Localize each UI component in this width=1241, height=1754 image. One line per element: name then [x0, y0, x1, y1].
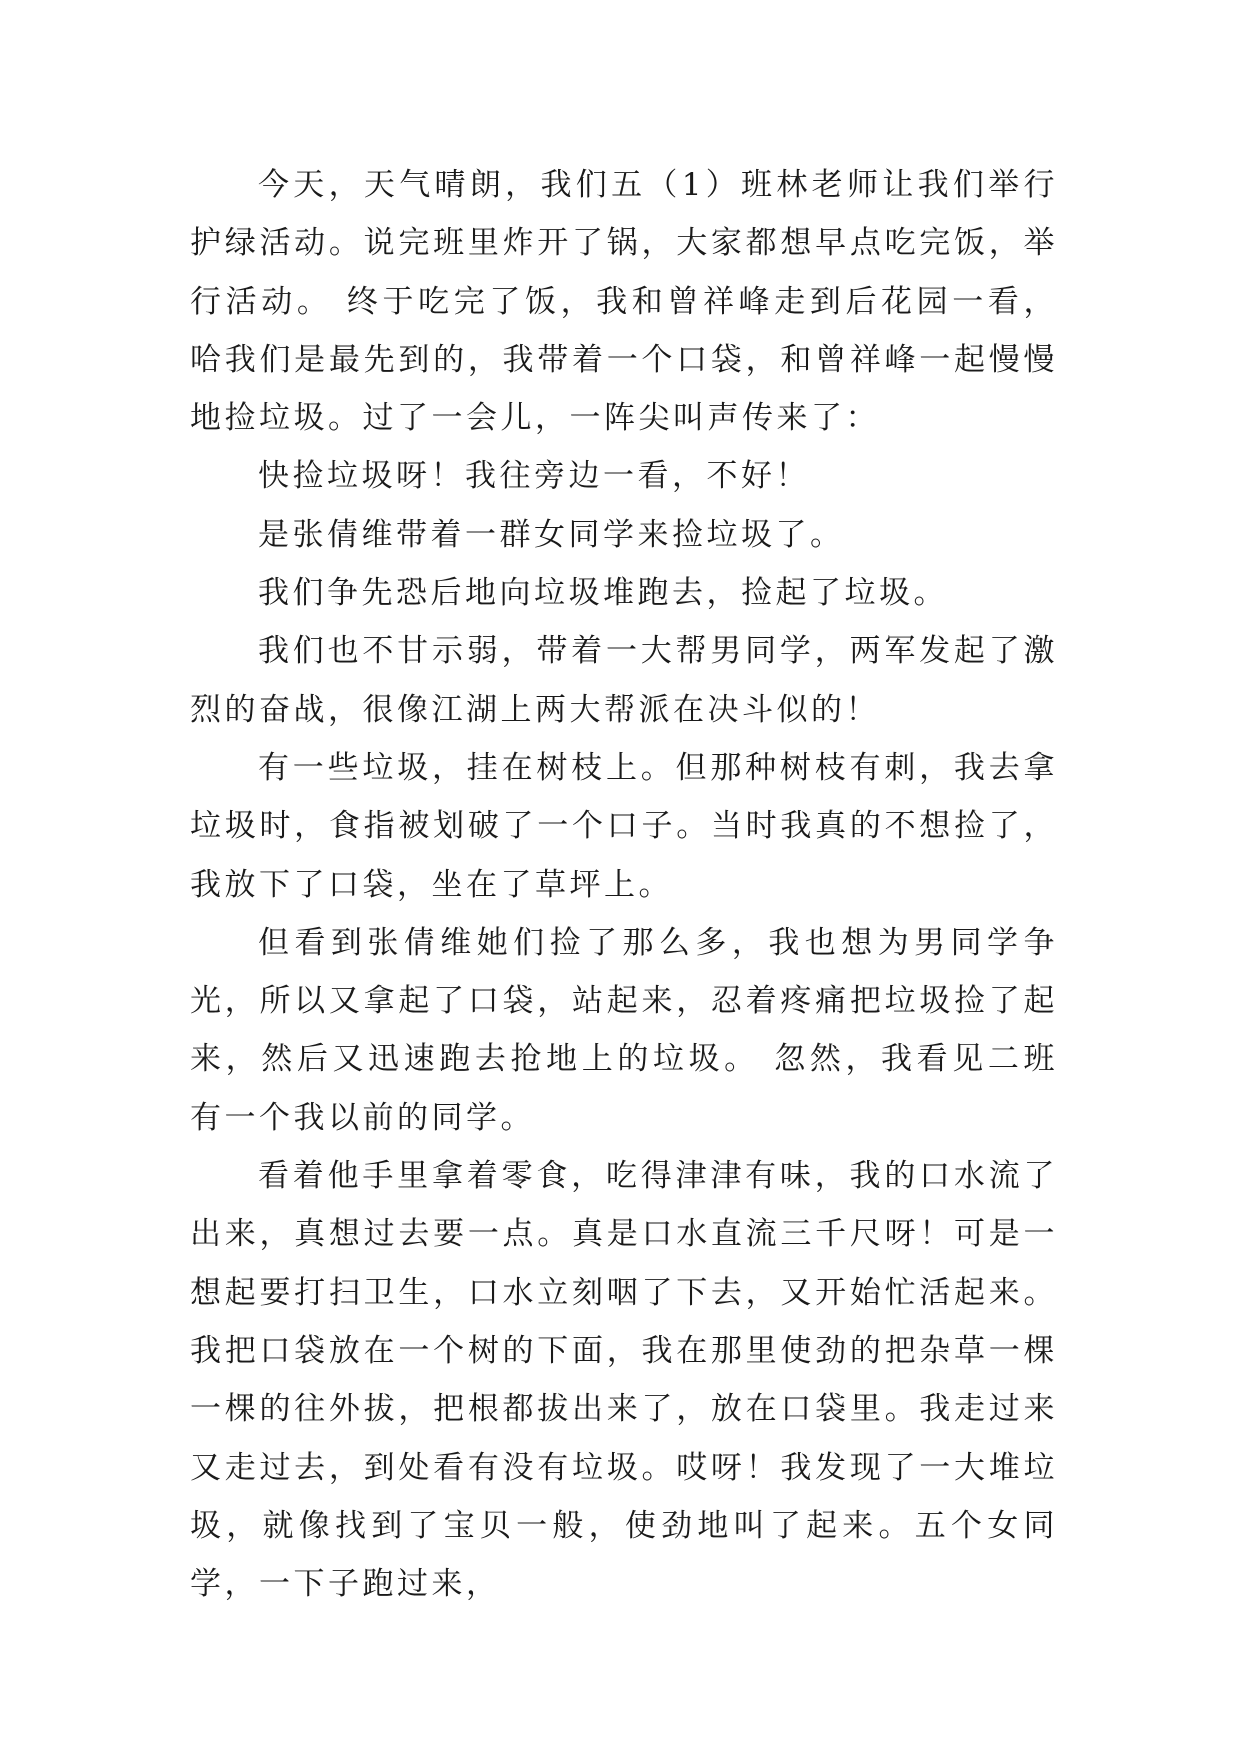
paragraph-3: 是张倩维带着一群女同学来捡垃圾了。 [258, 516, 845, 553]
paragraph-1: 今天，天气晴朗，我们五（1）班林老师让我们举行护绿活动。说完班里炸开了锅，大家都想早点吃完饭，举行活动。 终于吃完了饭，我和曾祥峰走到后花园一看，哈我们是最先到的，我带着一个口袋，和曾祥峰一起慢慢地捡垃圾。过了一会儿，一阵尖叫声传来了： [190, 167, 1058, 437]
paragraph-4: 我们争先恐后地向垃圾堆跑去，捡起了垃圾。 [258, 575, 948, 612]
paragraph-2: 快捡垃圾呀！我往旁边一看，不好！ [258, 458, 810, 495]
paragraph-6: 有一些垃圾，挂在树枝上。但那种树枝有刺，我去拿垃圾时，食指被划破了一个口子。当时我真的不想捡了，我放下了口袋，坐在了草坪上。 [190, 749, 1058, 903]
paragraph-5: 我们也不甘示弱，带着一大帮男同学，两军发起了激烈的奋战，很像江湖上两大帮派在决斗似的！ [190, 633, 1058, 728]
paragraph-8: 看着他手里拿着零食，吃得津津有味，我的口水流了出来，真想过去要一点。真是口水直流三千尺呀！可是一想起要打扫卫生，口水立刻咽了下去，又开始忙活起来。 我把口袋放在一个树的下面，我在那里使劲的把杂草一棵一棵的往外拔，把根都拔出来了，放在口袋里。我走过来又走过去，到处看有没有垃圾。哎呀！我发现了一大堆垃圾，就像找到了宝贝一般，使劲地叫了起来。五个女同学，一下子跑过来， [190, 1158, 1058, 1603]
paragraph-7: 但看到张倩维她们捡了那么多，我也想为男同学争光，所以又拿起了口袋，站起来，忍着疼痛把垃圾捡了起来，然后又迅速跑去抢地上的垃圾。 忽然，我看见二班有一个我以前的同学。 [190, 924, 1058, 1136]
body-text [190, 156, 1058, 1613]
